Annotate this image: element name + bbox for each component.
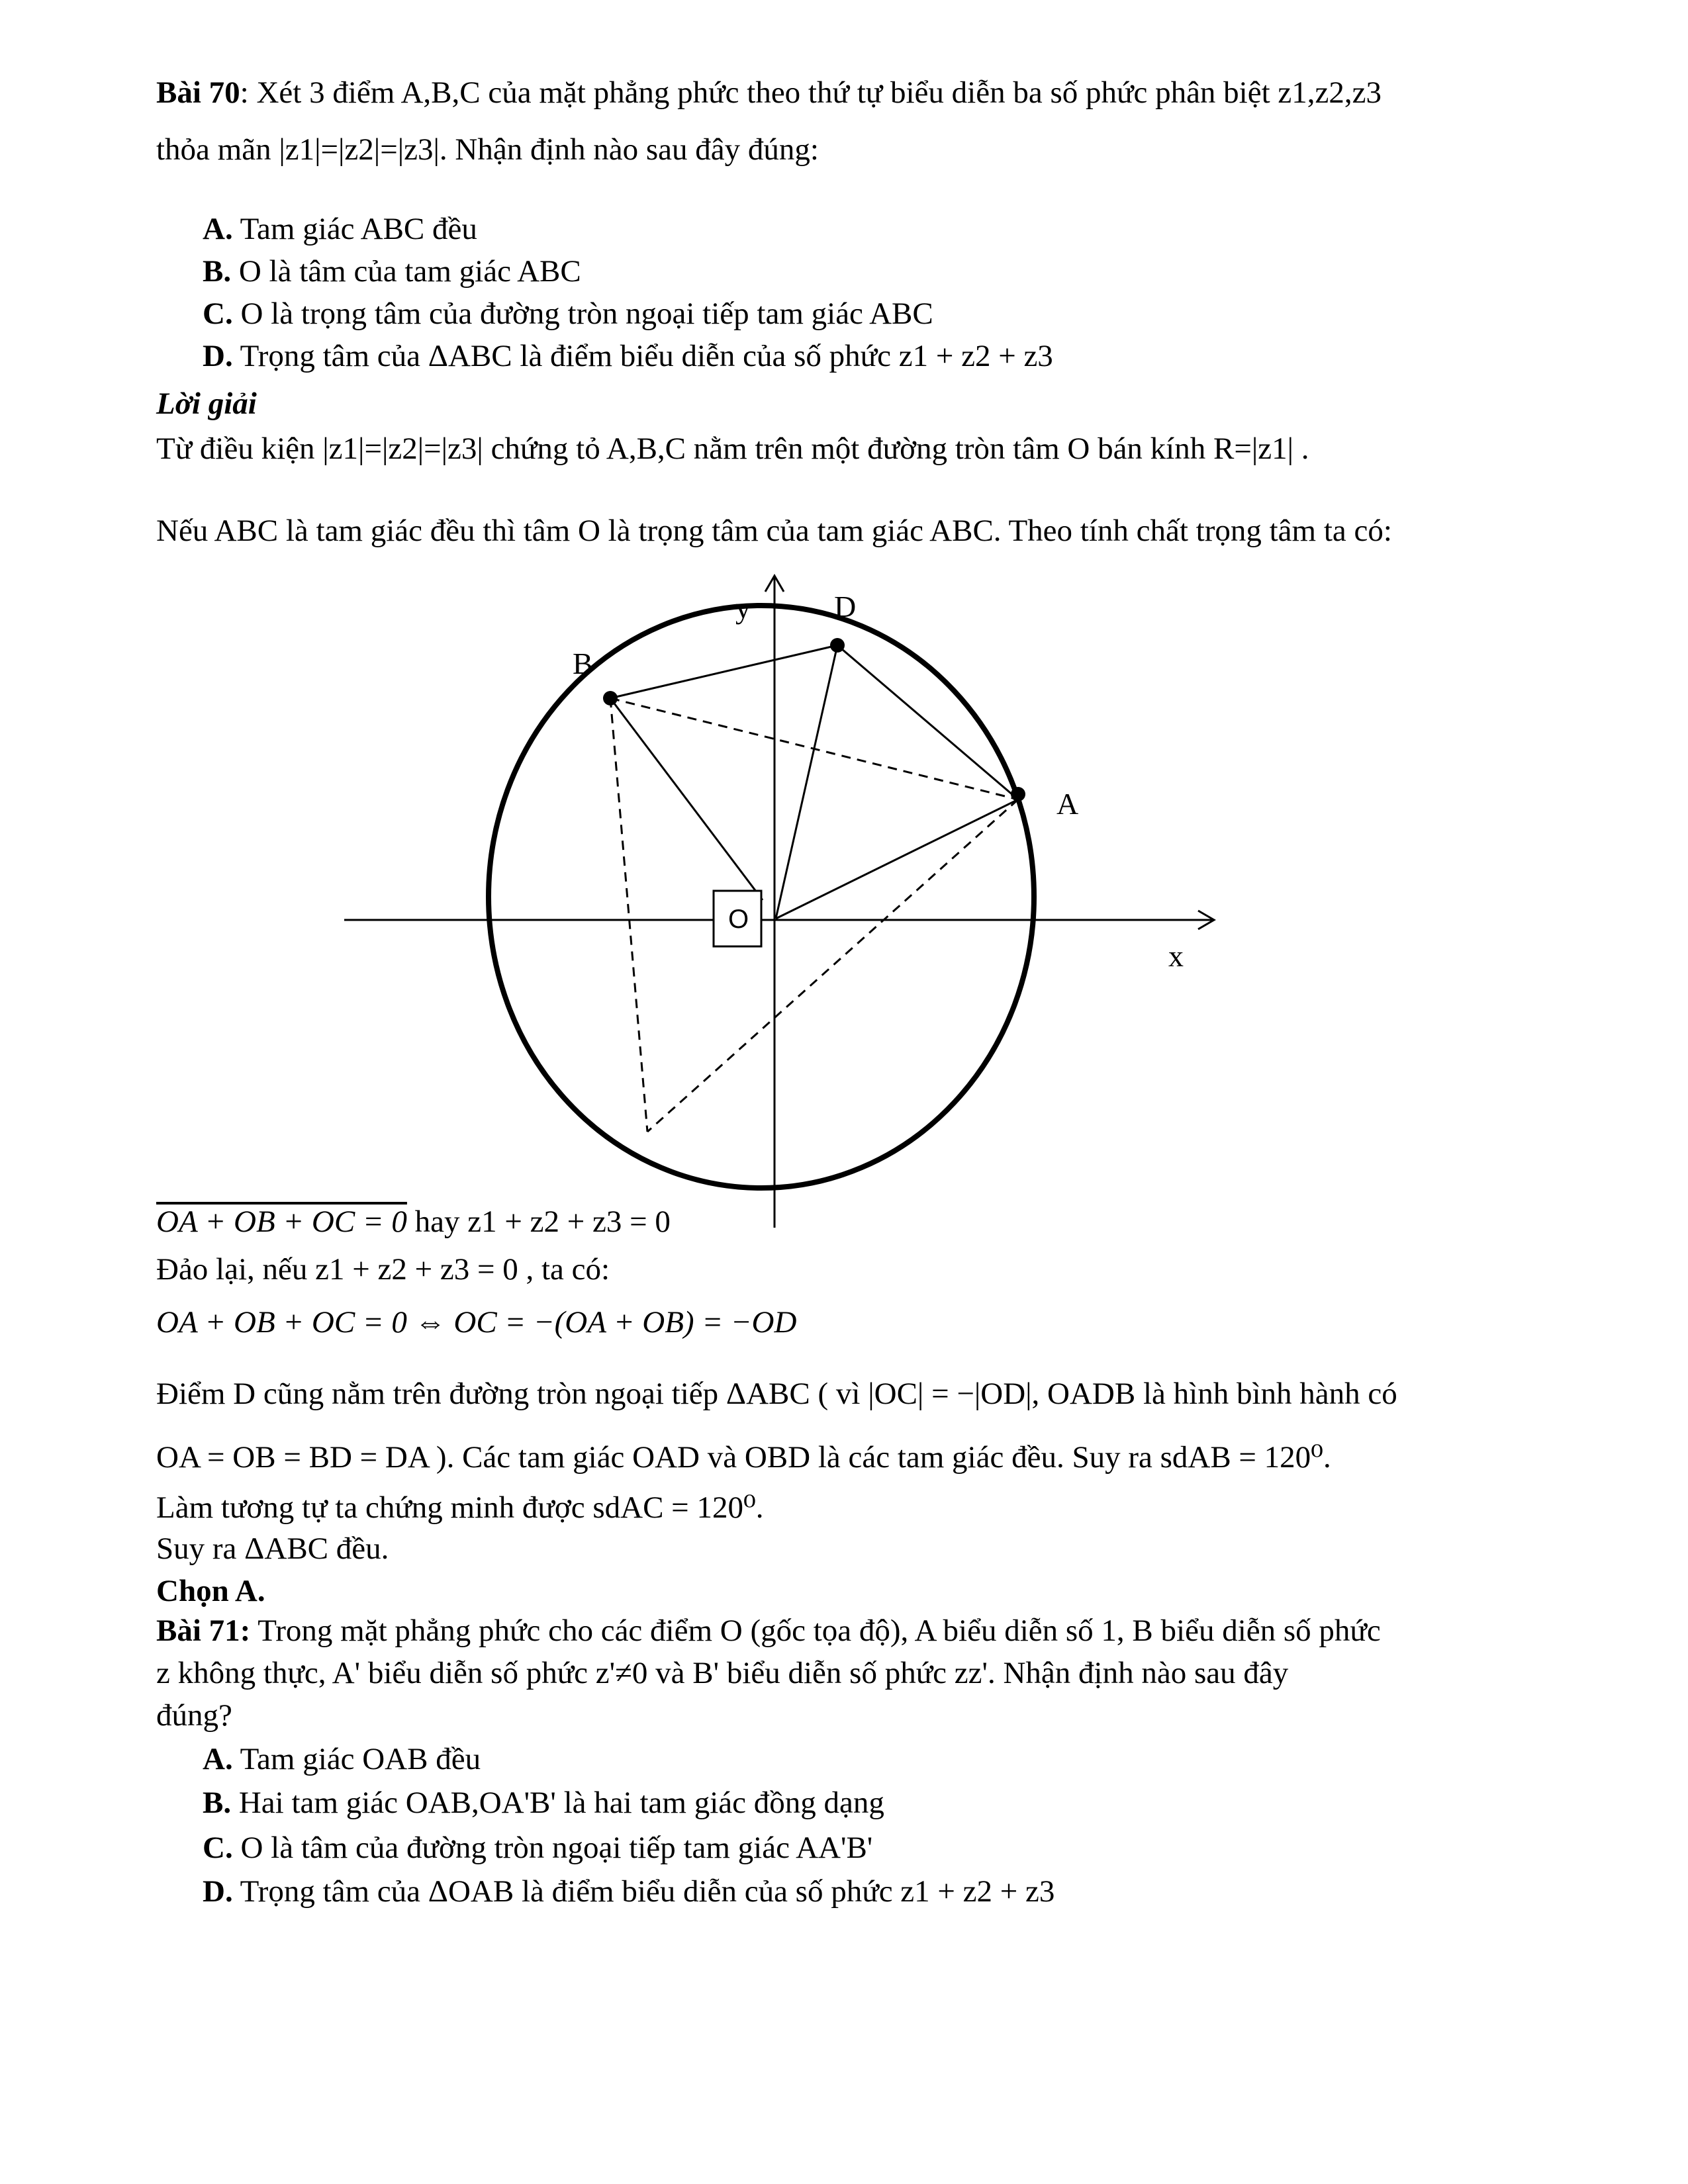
- vector-sum: OA + OB + OC = 0: [156, 1205, 407, 1239]
- problem-70-line2: thỏa mãn |z1|=|z2|=|z3|. Nhận định nào sau đây đúng:: [156, 132, 819, 167]
- solution-eq2: [156, 1304, 796, 1341]
- solution-p3: Đảo lại, nếu z1 + z2 + z3 = 0 , ta có:: [156, 1252, 610, 1287]
- problem-71-line3: đúng?: [156, 1698, 232, 1733]
- option-text: Tam giác ABC đều: [240, 212, 477, 246]
- option-key: A.: [203, 1742, 233, 1776]
- problem-71-line2: z không thực, A' biểu diễn số phức z'≠0 và B' biểu diễn số phức zz'. Nhận định nào sau đây: [156, 1656, 1289, 1690]
- problem-71-line1: [156, 1612, 1381, 1649]
- label-y: y: [735, 591, 751, 625]
- segment-bd: [610, 645, 837, 698]
- problem-71-option-a: [203, 1741, 481, 1778]
- label-d: D: [834, 590, 857, 623]
- problem-71-option-c: [203, 1829, 872, 1866]
- segment-ab: [610, 698, 1018, 799]
- option-text: Trọng tâm của ΔOAB là điểm biểu diễn của số phức z1 + z2 + z3: [240, 1874, 1055, 1909]
- option-key: C.: [203, 296, 233, 331]
- solution-eq1: [156, 1203, 671, 1240]
- option-text: O là tâm của tam giác ABC: [238, 254, 581, 289]
- option-key: D.: [203, 1874, 233, 1909]
- option-text: O là trọng tâm của đường tròn ngoại tiếp tam giác ABC: [240, 296, 933, 331]
- point-b: [603, 691, 618, 705]
- vector-equation: OA + OB + OC = 0 ⇔ OC = −(OA + OB) = −OD: [156, 1305, 797, 1340]
- option-key: B.: [203, 1786, 232, 1820]
- problem-70-option-a: [203, 210, 477, 248]
- option-key: A.: [203, 212, 233, 246]
- solution-p4: Điểm D cũng nằm trên đường tròn ngoại tiếp ΔABC ( vì |OC| = −|OD|, OADB là hình bình hành có: [156, 1377, 1397, 1411]
- option-text: Trọng tâm của ΔABC là điểm biểu diễn của số phức z1 + z2 + z3: [240, 339, 1053, 373]
- solution-heading: Lời giải: [156, 387, 257, 421]
- segment-od: [776, 645, 837, 919]
- segment-oa: [776, 799, 1018, 919]
- problem-70-option-c: [203, 295, 933, 332]
- segment-ac: [647, 799, 1018, 1132]
- problem-70-line1: [156, 74, 1382, 111]
- problem-70-title: Bài 70: [156, 75, 240, 110]
- diagram-svg: [318, 563, 1244, 1238]
- problem-71-option-b: [203, 1784, 884, 1821]
- solution-answer: Chọn A.: [156, 1574, 265, 1608]
- problem-71-text1: Trong mặt phẳng phức cho các điểm O (gốc tọa độ), A biểu diễn số 1, B biểu diễn số phức: [250, 1614, 1381, 1648]
- problem-70-option-d: [203, 338, 1053, 375]
- option-text: O là tâm của đường tròn ngoại tiếp tam giác AA'B': [240, 1831, 873, 1865]
- segment-ob: [610, 698, 763, 900]
- solution-p5: OA = OB = BD = DA ). Các tam giác OAD và OBD là các tam giác đều. Suy ra sdAB = 120⁰.: [156, 1440, 1331, 1475]
- eq1-rest: hay z1 + z2 + z3 = 0: [406, 1205, 671, 1239]
- label-x: x: [1168, 939, 1184, 973]
- segment-bc: [610, 698, 647, 1132]
- option-key: D.: [203, 339, 233, 373]
- label-b: B: [573, 647, 593, 680]
- problem-70-option-b: [203, 253, 581, 290]
- problem-71-title: Bài 71:: [156, 1614, 251, 1648]
- problem-70-text1: : Xét 3 điểm A,B,C của mặt phẳng phức theo thứ tự biểu diễn ba số phức phân biệt z1,z2,z3: [240, 75, 1382, 110]
- option-text: Hai tam giác OAB,OA'B' là hai tam giác đồng dạng: [238, 1786, 884, 1820]
- problem-71-option-d: [203, 1873, 1055, 1910]
- point-a: [1011, 787, 1025, 801]
- option-text: Tam giác OAB đều: [240, 1742, 481, 1776]
- solution-p7: Suy ra ΔABC đều.: [156, 1531, 389, 1566]
- label-origin: O: [728, 905, 749, 934]
- label-a: A: [1056, 787, 1079, 821]
- option-key: B.: [203, 254, 232, 289]
- solution-p6: Làm tương tự ta chứng minh được sdAC = 120⁰.: [156, 1490, 764, 1525]
- option-key: C.: [203, 1831, 233, 1865]
- circle-diagram: [318, 563, 1244, 1238]
- solution-p2: Nếu ABC là tam giác đều thì tâm O là trọng tâm của tam giác ABC. Theo tính chất trọng tâm ta có:: [156, 514, 1392, 548]
- solution-p1: Từ điều kiện |z1|=|z2|=|z3| chứng tỏ A,B,C nằm trên một đường tròn tâm O bán kính R=|z1| .: [156, 432, 1309, 466]
- point-d: [830, 638, 845, 653]
